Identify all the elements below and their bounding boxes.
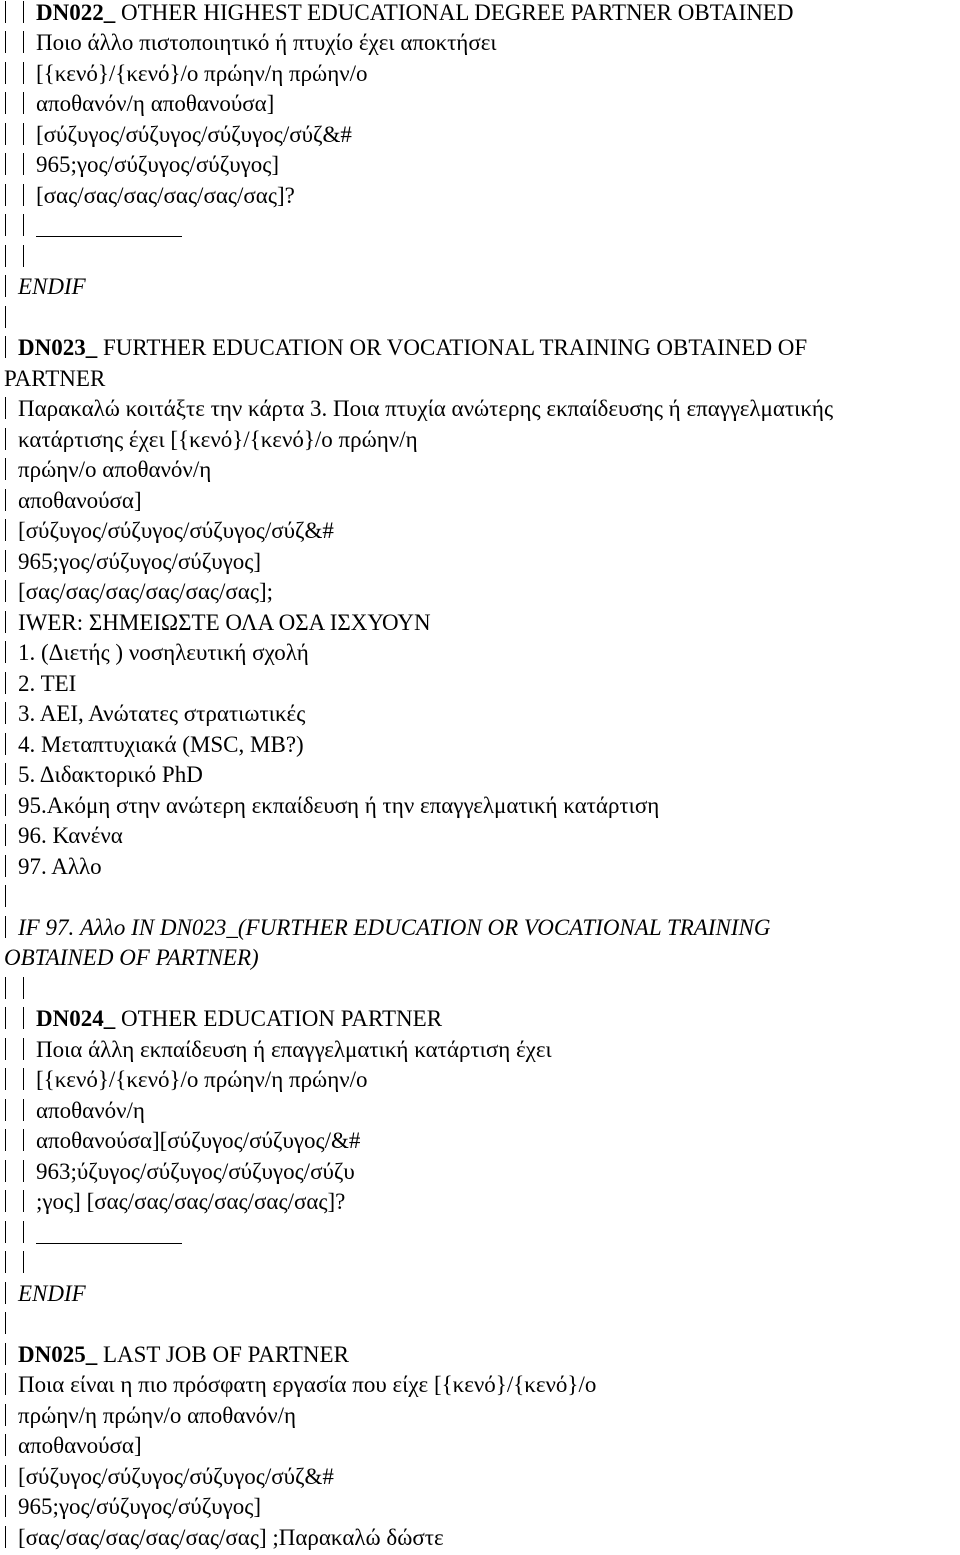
dn023-if-condition: IF 97. Αλλο IN DN023_(FURTHER EDUCATION OR VOCATIONAL TRAINING xyxy=(0,915,770,941)
margin-bar xyxy=(5,336,6,358)
margin-bar xyxy=(5,916,6,938)
empty-line xyxy=(0,1311,18,1337)
margin-bar xyxy=(5,214,6,236)
dn024-question-line: αποθανόν/η xyxy=(0,1098,145,1124)
dn023-question-line: [σας/σας/σας/σας/σας/σας]; xyxy=(0,579,273,605)
dn023-option[interactable]: 4. Μεταπτυχιακά (MSC, MB?) xyxy=(0,732,304,758)
margin-bar xyxy=(23,1221,24,1243)
dn023-question-line: Παρακαλώ κοιτάξτε την κάρτα 3. Ποια πτυχία ανώτερης εκπαίδευσης ή επαγγελματικής xyxy=(0,396,833,422)
dn023-option[interactable]: 5. Διδακτορικό PhD xyxy=(0,762,203,788)
margin-bar xyxy=(5,1526,6,1548)
margin-bar xyxy=(23,62,24,84)
dn022-code: DN022_ xyxy=(36,0,116,25)
margin-bar xyxy=(5,1373,6,1395)
dn024-endif: ENDIF xyxy=(0,1281,86,1307)
dn024-question-line: [{κενό}/{κενό}/ο πρώην/η πρώην/ο xyxy=(0,1067,368,1093)
dn022-endif: ENDIF xyxy=(0,274,86,300)
empty-line xyxy=(0,976,36,1002)
margin-bar xyxy=(5,306,6,328)
margin-bar xyxy=(23,92,24,114)
margin-bar xyxy=(5,794,6,816)
margin-bar xyxy=(5,672,6,694)
margin-bar xyxy=(5,977,6,999)
dn025-code: DN025_ xyxy=(18,1342,98,1367)
margin-bar xyxy=(5,1495,6,1517)
dn023-iwer-note: IWER: ΣΗΜΕΙΩΣΤΕ ΟΛΑ ΟΣΑ ΙΣΧΥΟΥΝ xyxy=(0,610,431,636)
dn023-option[interactable]: 97. Αλλο xyxy=(0,854,102,880)
margin-bar xyxy=(5,611,6,633)
margin-bar xyxy=(5,702,6,724)
margin-bar xyxy=(23,1,24,23)
dn022-question-line: [σας/σας/σας/σας/σας/σας]? xyxy=(0,183,295,209)
dn024-code: DN024_ xyxy=(36,1006,116,1031)
margin-bar xyxy=(5,1129,6,1151)
margin-bar xyxy=(5,245,6,267)
dn025-header xyxy=(0,1342,349,1368)
margin-bar xyxy=(5,733,6,755)
dn024-header xyxy=(0,1006,442,1032)
dn024-question-line: αποθανούσα][σύζυγος/σύζυγος/&# xyxy=(0,1128,360,1154)
margin-bar xyxy=(23,31,24,53)
margin-bar xyxy=(23,245,24,267)
margin-bar xyxy=(5,458,6,480)
margin-bar xyxy=(23,1099,24,1121)
dn023-question-line: κατάρτισης έχει [{κενό}/{κενό}/ο πρώην/η xyxy=(0,427,418,453)
margin-bar xyxy=(5,1068,6,1090)
dn022-title: OTHER HIGHEST EDUCATIONAL DEGREE PARTNER OBTAINED xyxy=(115,0,794,25)
margin-bar xyxy=(23,1068,24,1090)
margin-bar xyxy=(5,1404,6,1426)
dn023-option[interactable]: 2. ΤΕΙ xyxy=(0,671,76,697)
margin-bar xyxy=(5,275,6,297)
dn023-title: FURTHER EDUCATION OR VOCATIONAL TRAINING OBTAINED OF xyxy=(97,335,808,360)
margin-bar xyxy=(5,1221,6,1243)
dn022-question-line: [σύζυγος/σύζυγος/σύζυγος/σύζ&# xyxy=(0,122,352,148)
margin-bar xyxy=(5,1007,6,1029)
margin-bar xyxy=(5,885,6,907)
dn025-question-line: [σύζυγος/σύζυγος/σύζυγος/σύζ&# xyxy=(0,1464,334,1490)
margin-bar xyxy=(5,550,6,572)
margin-bar xyxy=(5,489,6,511)
dn025-question-line: [σας/σας/σας/σας/σας/σας] ;Παρακαλώ δώστε xyxy=(0,1525,444,1551)
dn022-question-line: αποθανόν/η αποθανούσα] xyxy=(0,91,274,117)
dn025-title: LAST JOB OF PARTNER xyxy=(97,1342,349,1367)
margin-bar xyxy=(23,214,24,236)
margin-bar xyxy=(5,62,6,84)
margin-bar xyxy=(23,123,24,145)
margin-bar xyxy=(5,519,6,541)
margin-bar xyxy=(5,397,6,419)
margin-bar xyxy=(5,824,6,846)
dn025-question-line: Ποια είναι η πιο πρόσφατη εργασία που είχε [{κενό}/{κενό}/ο xyxy=(0,1372,596,1398)
dn023-option[interactable]: 96. Κανένα xyxy=(0,823,123,849)
dn023-header xyxy=(0,335,807,361)
answer-blank-line[interactable] xyxy=(36,1223,182,1244)
dn024-title: OTHER EDUCATION PARTNER xyxy=(115,1006,443,1031)
margin-bar xyxy=(23,1038,24,1060)
margin-bar xyxy=(23,153,24,175)
margin-bar xyxy=(23,1160,24,1182)
dn024-question-line: 963;ύζυγος/σύζυγος/σύζυγος/σύζυ xyxy=(0,1159,355,1185)
margin-bar xyxy=(5,1312,6,1334)
margin-bar xyxy=(5,1282,6,1304)
dn023-option[interactable]: 1. (Διετής ) νοσηλευτική σχολή xyxy=(0,640,309,666)
dn024-question-line: Ποια άλλη εκπαίδευση ή επαγγελματική κατάρτιση έχει xyxy=(0,1037,552,1063)
dn025-question-line: αποθανούσα] xyxy=(0,1433,142,1459)
margin-bar xyxy=(5,580,6,602)
margin-bar xyxy=(5,1190,6,1212)
margin-bar xyxy=(5,641,6,663)
dn023-option[interactable]: 3. ΑΕΙ, Ανώτατες στρατιωτικές xyxy=(0,701,305,727)
margin-bar xyxy=(5,31,6,53)
dn025-question-line: 965;γος/σύζυγος/σύζυγος] xyxy=(0,1494,261,1520)
dn023-option[interactable]: 95.Ακόμη στην ανώτερη εκπαίδευση ή την επαγγελματική κατάρτιση xyxy=(0,793,659,819)
empty-line xyxy=(0,305,18,331)
dn022-question-line: Ποιο άλλο πιστοποιητικό ή πτυχίο έχει αποκτήσει xyxy=(0,30,497,56)
margin-bar xyxy=(5,153,6,175)
dn022-question-line: 965;γος/σύζυγος/σύζυγος] xyxy=(0,152,279,178)
margin-bar xyxy=(5,1465,6,1487)
margin-bar xyxy=(5,428,6,450)
dn023-if-condition-cont: OBTAINED OF PARTNER) xyxy=(4,945,259,970)
empty-line xyxy=(0,884,18,910)
margin-bar xyxy=(5,1251,6,1273)
empty-line xyxy=(0,244,36,270)
margin-bar xyxy=(5,184,6,206)
margin-bar xyxy=(23,1129,24,1151)
margin-bar xyxy=(5,763,6,785)
margin-bar xyxy=(5,1160,6,1182)
margin-bar xyxy=(23,1190,24,1212)
margin-bar xyxy=(23,1007,24,1029)
dn023-question-line: αποθανούσα] xyxy=(0,488,142,514)
margin-bar xyxy=(23,977,24,999)
margin-bar xyxy=(5,92,6,114)
dn023-question-line: [σύζυγος/σύζυγος/σύζυγος/σύζ&# xyxy=(0,518,334,544)
dn023-question-line: 965;γος/σύζυγος/σύζυγος] xyxy=(0,549,261,575)
dn025-question-line: πρώην/η πρώην/ο αποθανόν/η xyxy=(0,1403,296,1429)
dn022-header xyxy=(0,0,793,26)
margin-bar xyxy=(5,1099,6,1121)
dn022-question-line: [{κενό}/{κενό}/ο πρώην/η πρώην/ο xyxy=(0,61,368,87)
margin-bar xyxy=(5,1343,6,1365)
dn023-question-line: πρώην/ο αποθανόν/η xyxy=(0,457,211,483)
dn023-header-cont: PARTNER xyxy=(4,366,106,391)
dn024-question-line: ;γος] [σας/σας/σας/σας/σας/σας]? xyxy=(0,1189,345,1215)
margin-bar xyxy=(23,1251,24,1273)
dn023-code: DN023_ xyxy=(18,335,98,360)
margin-bar xyxy=(5,1434,6,1456)
margin-bar xyxy=(23,184,24,206)
margin-bar xyxy=(5,123,6,145)
empty-line xyxy=(0,1250,36,1276)
dn024-answer-blank xyxy=(0,1220,182,1246)
margin-bar xyxy=(5,855,6,877)
margin-bar xyxy=(5,1038,6,1060)
answer-blank-line[interactable] xyxy=(36,216,182,237)
dn022-answer-blank xyxy=(0,213,182,239)
margin-bar xyxy=(5,1,6,23)
